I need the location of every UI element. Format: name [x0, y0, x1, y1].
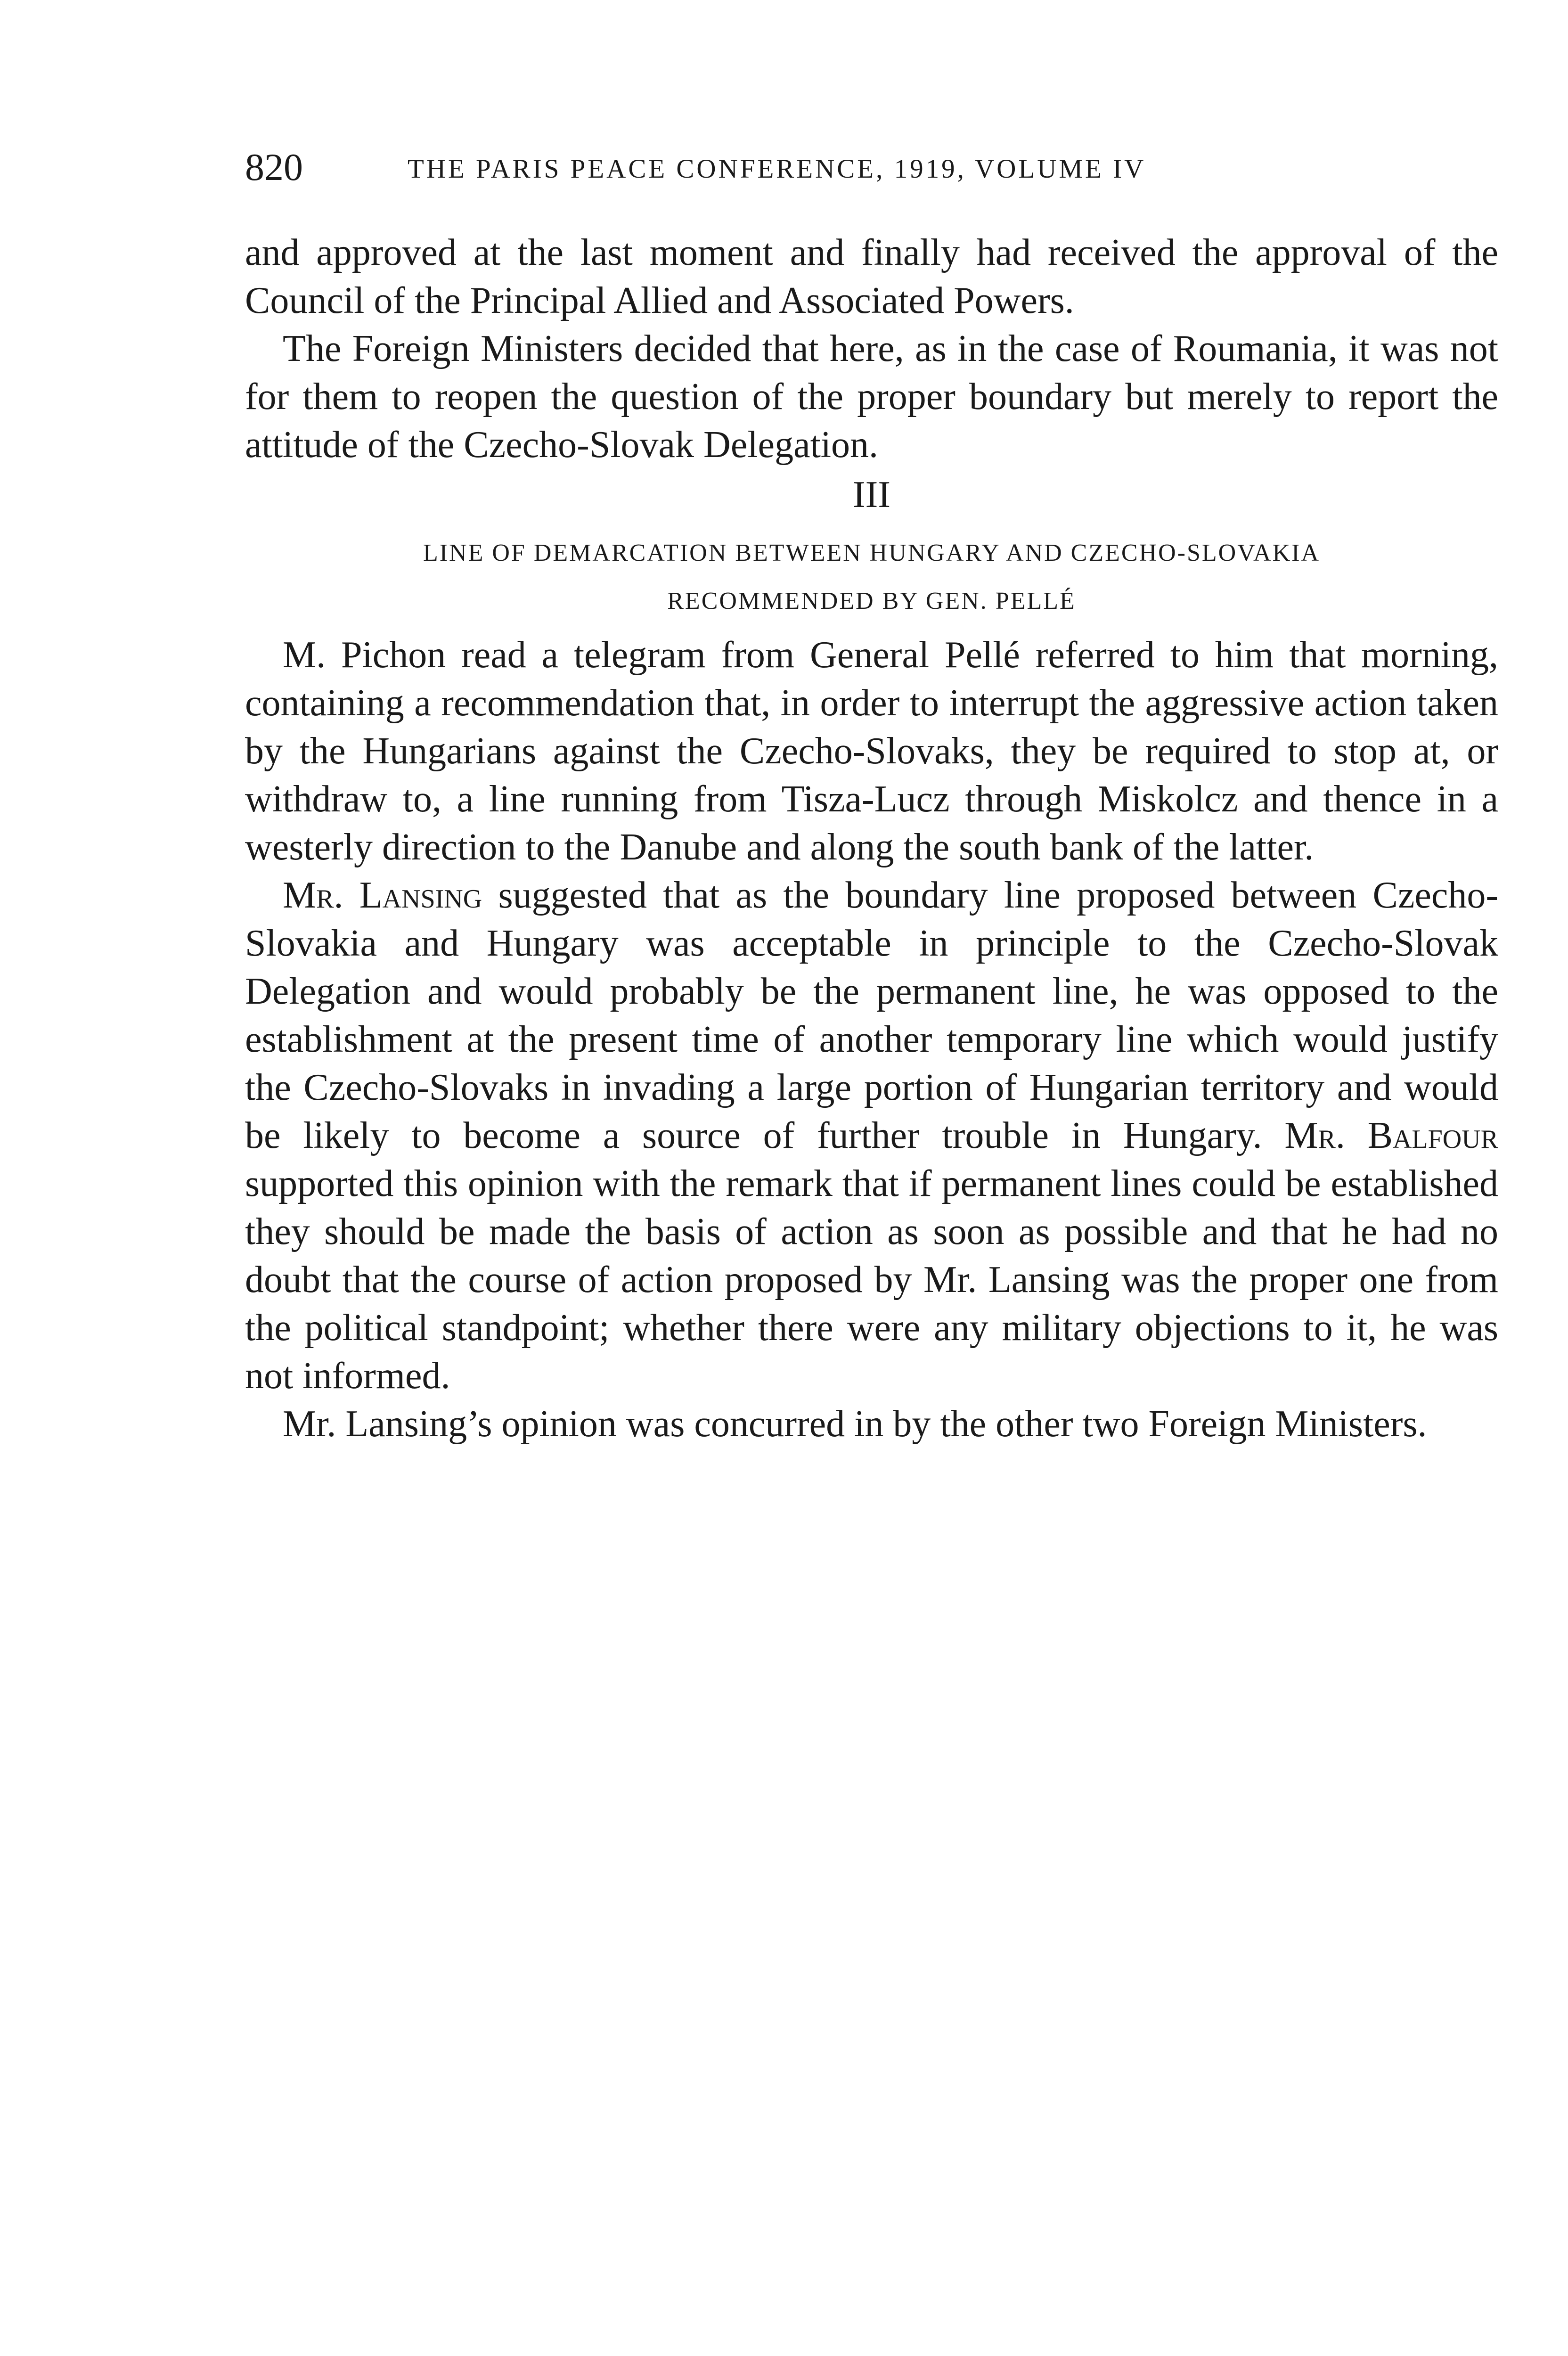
section-heading-line-1: LINE OF DEMARCATION BETWEEN HUNGARY AND CZECHO-SLOVAKIA [423, 540, 1321, 566]
body-text [245, 229, 1498, 1448]
section-heading-line-2: RECOMMENDED BY GEN. PELLÉ [667, 588, 1076, 614]
section-number: III [853, 474, 890, 515]
paragraph-concurrence: Mr. Lansing’s opinion was concurred in by the other two Foreign Ministers. [283, 1403, 1427, 1445]
paragraph-lansing [245, 871, 1498, 1400]
running-head [245, 141, 1498, 193]
paragraph-lansing-text-2: supported this opinion with the remark that if permanent lines could be established they should be made the basis of action as soon as possible and that he had no doubt that the course of action proposed by Mr. Lansing was the proper one from the political standpoint; whether there were any military objections to it, he was not informed. [245, 1163, 1498, 1397]
paragraph-lansing-text-1: suggested that as the boundary line proposed between Czecho-Slovakia and Hungary was acceptable in principle to the Czecho-Slovak Delegation and would probably be the permanent line, he was opposed to the establishment at the present time of another temporary line which would justify the Czecho-Slovaks in invading a large portion of Hungarian territory and would be likely to become a source of further trouble in Hungary. [245, 875, 1499, 1156]
running-title: THE PARIS PEACE CONFERENCE, 1919, VOLUME IV [408, 154, 1146, 184]
speaker-lansing: Mr. Lansing [283, 875, 482, 916]
paragraph-foreign-ministers: The Foreign Ministers decided that here, as in the case of Roumania, it was not for them to reopen the question of the proper boundary but merely to report the attitude of the Czecho-Slovak Delegation. [245, 328, 1498, 466]
paragraph-continuation: and approved at the last moment and finally had received the approval of the Council of the Principal Allied and Associated Powers. [245, 232, 1498, 321]
paragraph-pichon: M. Pichon read a telegram from General Pellé referred to him that morning, containing a recommendation that, in order to interrupt the aggressive action taken by the Hungarians against the Czecho-Slovaks, they be required to stop at, or withdraw to, a line running from Tisza-Lucz through Miskolcz and thence in a westerly direction to the Danube and along the south bank of the latter. [245, 634, 1498, 868]
section-heading [245, 529, 1498, 625]
page-number: 820 [245, 146, 303, 188]
speaker-balfour: Mr. Balfour [1284, 1115, 1498, 1156]
